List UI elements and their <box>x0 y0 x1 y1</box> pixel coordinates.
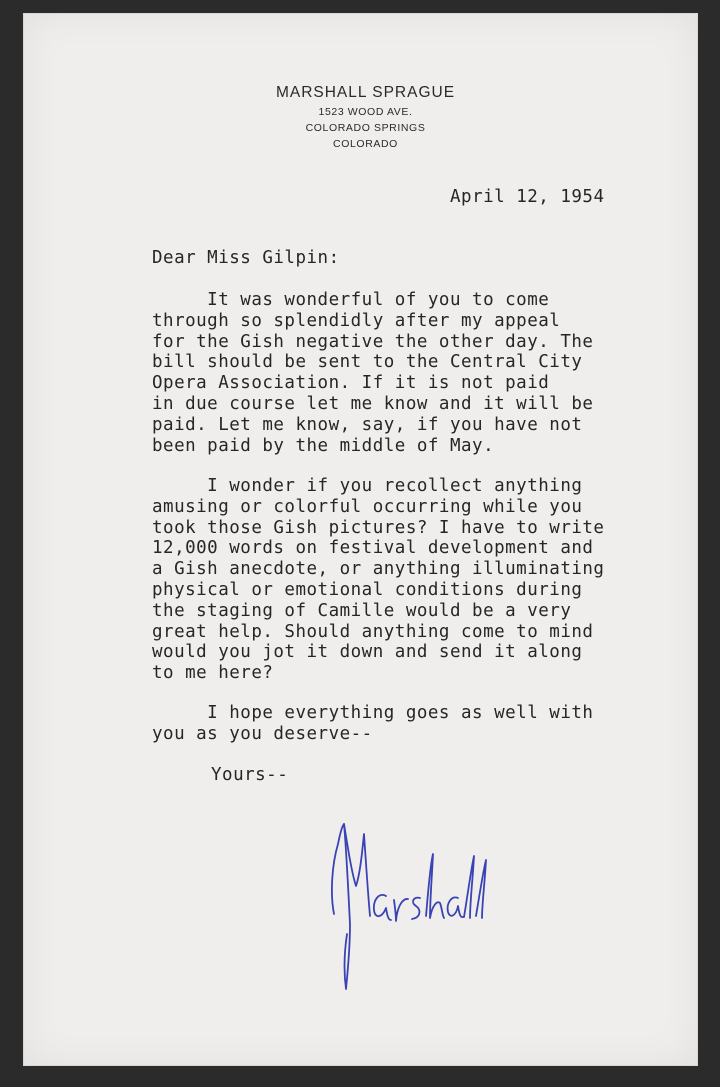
letter-date: April 12, 1954 <box>450 187 605 207</box>
body-paragraph-2: I wonder if you recollect anything amusing or colorful occurring while you took those Gish pictures? I have to write 12,000 words on festival development and a Gish anecdote, or anything illuminating physical or emotional conditions during the staging of Camille would be a very great help. Should anything come to mind would you jot it down and send it along to me here? <box>152 476 605 684</box>
salutation: Dear Miss Gilpin: <box>152 248 340 268</box>
letterhead-street: 1523 WOOD AVE. <box>318 106 413 118</box>
body-paragraph-1: It was wonderful of you to come through so splendidly after my appeal for the Gish negative the other day. The bill should be sent to the Central City Opera Association. If it is not paid in due course let me know and it will be paid. Let me know, say, if you have not been paid by the middle of May. <box>152 290 594 456</box>
letterhead-name: MARSHALL SPRAGUE <box>275 84 456 101</box>
letterhead-state: COLORADO <box>333 138 398 150</box>
letter-page <box>24 14 697 1065</box>
body-paragraph-3: I hope everything goes as well with you as you deserve-- <box>152 703 594 744</box>
letterhead-city: COLORADO SPRINGS <box>305 122 426 134</box>
closing: Yours-- <box>211 765 289 785</box>
letterhead <box>24 84 697 150</box>
handwritten-signature <box>324 804 514 1004</box>
